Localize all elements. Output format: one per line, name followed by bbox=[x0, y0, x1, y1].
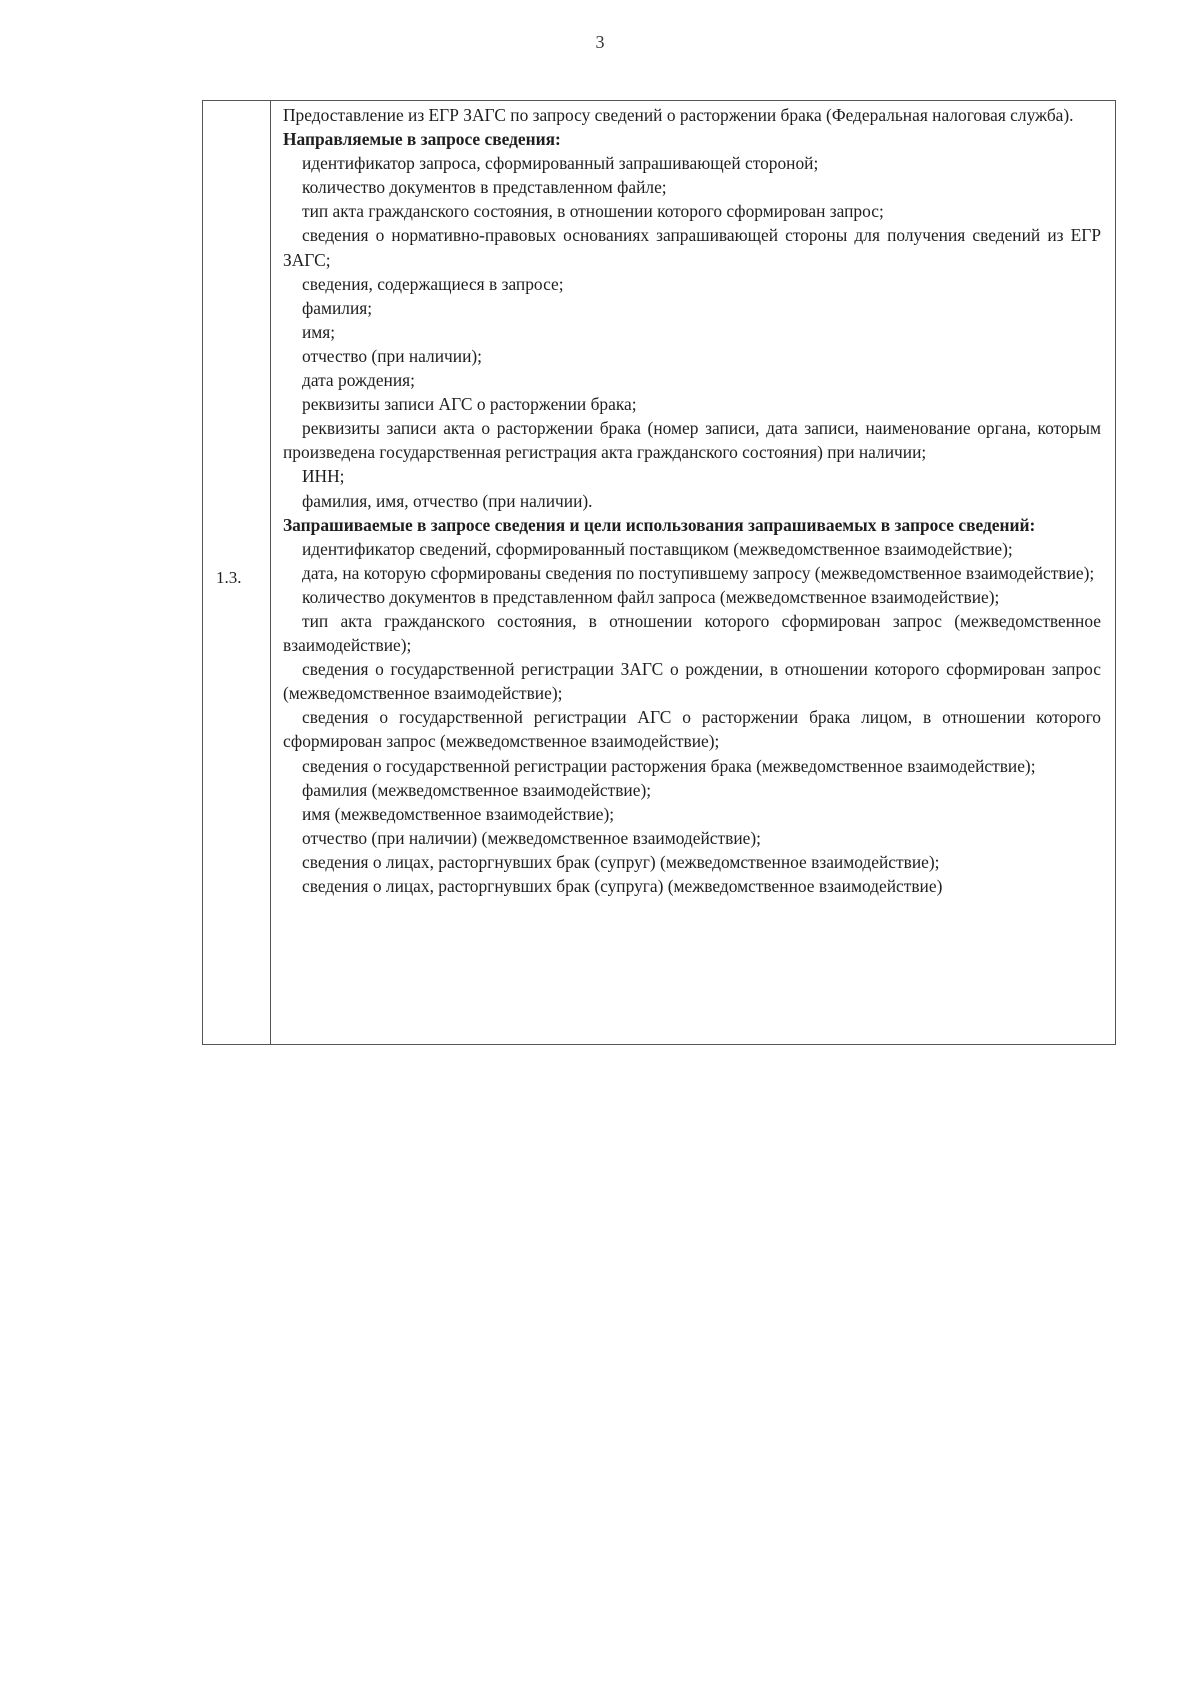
list-item: сведения о лицах, расторгнувших брак (супруг) (межведомственное взаимодействие); bbox=[302, 851, 940, 872]
list-item: реквизиты записи акта о расторжении брака (номер записи, дата записи, наименование органа, которым произведена государственная регистрация акта гражданского состояния) при наличии; bbox=[283, 418, 1101, 463]
sent-heading: Направляемые в запросе сведения: bbox=[283, 129, 561, 150]
list-item: фамилия (межведомственное взаимодействие); bbox=[302, 779, 652, 800]
list-item: идентификатор сведений, сформированный поставщиком (межведомственное взаимодействие); bbox=[302, 538, 1013, 559]
sent-list bbox=[283, 151, 1101, 512]
list-item: количество документов в представленном файл запроса (межведомственное взаимодействие); bbox=[302, 586, 1000, 607]
row-content bbox=[283, 103, 1101, 898]
page-number: 3 bbox=[595, 32, 605, 52]
list-item: сведения о государственной регистрации ЗАГС о рождении, в отношении которого сформирован запрос (межведомственное взаимодействие); bbox=[283, 659, 1101, 704]
list-item: количество документов в представленном файле; bbox=[302, 177, 667, 198]
list-item: отчество (при наличии) (межведомственное взаимодействие); bbox=[302, 827, 761, 848]
list-item: имя (межведомственное взаимодействие); bbox=[302, 803, 615, 824]
list-item: сведения о государственной регистрации АГС о расторжении брака лицом, в отношении которого сформирован запрос (межведомственное взаимодействие); bbox=[283, 707, 1101, 752]
column-divider bbox=[270, 100, 271, 1045]
list-item: тип акта гражданского состояния, в отношении которого сформирован запрос (межведомственное взаимодействие); bbox=[283, 610, 1101, 656]
list-item: сведения о государственной регистрации расторжения брака (межведомственное взаимодействие); bbox=[302, 755, 1036, 776]
list-item: сведения о нормативно-правовых основаниях запрашивающей стороны для получения сведений из ЕГР ЗАГС; bbox=[283, 225, 1101, 270]
list-item: фамилия, имя, отчество (при наличии). bbox=[302, 490, 593, 511]
list-item: ИНН; bbox=[302, 466, 345, 487]
requested-list bbox=[283, 537, 1101, 898]
list-item: дата, на которую сформированы сведения по поступившему запросу (межведомственное взаимодействие); bbox=[302, 562, 1095, 583]
list-item: имя; bbox=[302, 321, 336, 342]
list-item: сведения, содержащиеся в запросе; bbox=[302, 273, 564, 294]
list-item: фамилия; bbox=[302, 297, 373, 318]
requested-heading: Запрашиваемые в запросе сведения и цели использования запрашиваемых в запросе сведений: bbox=[283, 514, 1036, 535]
list-item: дата рождения; bbox=[302, 370, 415, 391]
list-item: реквизиты записи АГС о расторжении брака; bbox=[302, 394, 637, 415]
list-item: идентификатор запроса, сформированный запрашивающей стороной; bbox=[302, 153, 819, 174]
row-number: 1.3. bbox=[216, 568, 242, 587]
list-item: сведения о лицах, расторгнувших брак (супруга) (межведомственное взаимодействие) bbox=[302, 876, 943, 896]
list-item: тип акта гражданского состояния, в отношении которого сформирован запрос; bbox=[302, 201, 884, 222]
lead-paragraph: Предоставление из ЕГР ЗАГС по запросу сведений о расторжении брака (Федеральная налоговая служба). bbox=[283, 105, 1074, 125]
list-item: отчество (при наличии); bbox=[302, 345, 483, 366]
